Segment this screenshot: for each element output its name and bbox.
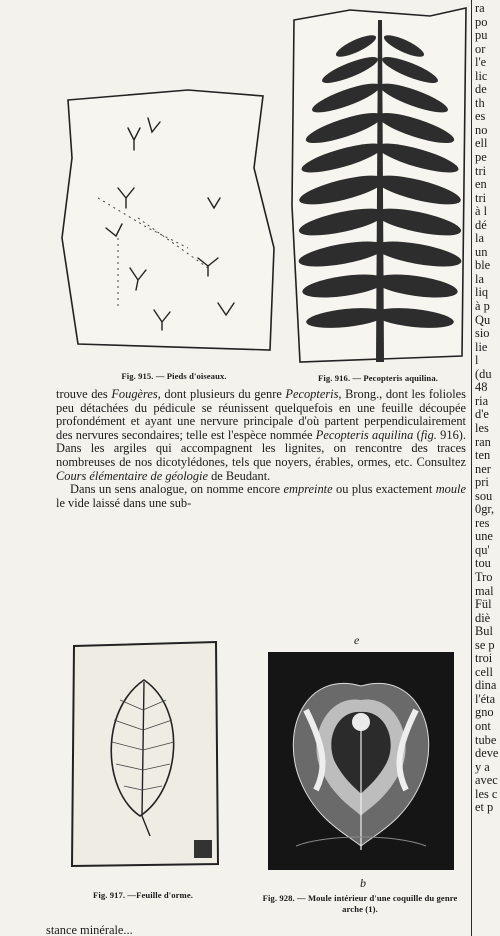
text-run: ( xyxy=(413,427,421,442)
figure-915-bird-footprints xyxy=(58,88,283,358)
right-column-line: tri xyxy=(475,190,487,205)
right-column-line: l'éta xyxy=(475,691,496,706)
right-column-line: sou xyxy=(475,488,493,503)
elm-leaf-illustration xyxy=(70,640,220,870)
right-column-line: ble xyxy=(475,258,491,273)
text-run: , Brong., dont les folioles peu détachées du pédicule se réunissent quelquefois en une feuille découpée profondément et ayant une nervure principale d'où partent perpendiculairement des nervures secondaires; telle est l'espèce nommée xyxy=(56,387,467,442)
right-column-line: ra xyxy=(475,2,485,15)
figure-928-shell-mould xyxy=(266,650,456,872)
right-column-line: or xyxy=(475,41,486,56)
right-column-line: d'e xyxy=(475,407,489,422)
figure-916-pecopteris xyxy=(290,6,470,368)
right-column-line: ell xyxy=(475,136,488,151)
right-column-line: un xyxy=(475,244,488,259)
caption-fig-917: Fig. 917. —Feuille d'orme. xyxy=(93,890,193,900)
main-text-column xyxy=(56,388,466,510)
text-run-italic: Pecopteris aquilina xyxy=(315,427,414,442)
right-column-line: deve xyxy=(475,746,499,761)
right-column-line: po xyxy=(475,14,488,29)
right-column-line: en xyxy=(475,177,487,192)
right-column-line: et p xyxy=(475,800,494,815)
right-column-line: ran xyxy=(475,434,491,449)
right-column-line: à p xyxy=(475,299,490,314)
text-run: , dont plusieurs du genre xyxy=(157,387,286,401)
fern-frond-illustration xyxy=(290,6,470,368)
right-column-line: pri xyxy=(475,475,489,490)
right-column-line: l'e xyxy=(475,55,487,70)
caption-fig-916: Fig. 916. — Pecopteris aquilina. xyxy=(318,373,438,383)
right-column-line: se p xyxy=(475,637,495,652)
text-run: 916). Dans les argiles qui accompagnent les lignites, on rencontre des traces nombreuses de nos dicotylédones, tels que noyers, érables, ormes, etc. Consultez xyxy=(56,427,466,469)
right-column-line: ria xyxy=(475,393,489,408)
caption-fig-928: Fig. 928. — Moule intérieur d'une coquille du genre arche (1). xyxy=(262,893,458,914)
right-column-line: no xyxy=(475,122,488,137)
right-column-line: avec xyxy=(475,773,498,788)
right-column-line: 0gr, xyxy=(475,502,495,517)
text-run-italic: Cours élémentaire de géologie xyxy=(56,468,208,483)
bird-footprints-illustration xyxy=(58,88,283,358)
text-run-italic: Fougères xyxy=(111,387,158,401)
right-column-line: de xyxy=(475,82,487,97)
right-column-line: tri xyxy=(475,163,487,178)
right-column-line: une xyxy=(475,529,493,544)
right-column-line: es xyxy=(475,109,486,124)
right-column-line: les c xyxy=(475,786,498,801)
text-run: trouve des xyxy=(56,387,112,401)
right-column-line: les xyxy=(475,420,489,435)
text-run: Dans un sens analogue, on nomme encore xyxy=(70,482,284,497)
right-column-line: y a xyxy=(475,759,490,774)
right-column-line: Bul xyxy=(475,624,493,639)
right-column-line: pe xyxy=(475,150,487,165)
right-column-line: dé xyxy=(475,217,487,232)
right-column-line: sio xyxy=(475,326,490,341)
right-column-line: lie xyxy=(475,339,488,354)
right-column-line: dina xyxy=(475,678,497,693)
right-column-line: Fül xyxy=(475,597,492,612)
right-column-line: (du xyxy=(475,366,492,381)
text-run-italic: empreinte xyxy=(283,482,333,497)
right-column-line: 48 xyxy=(475,380,488,395)
right-column-line: la xyxy=(475,231,484,246)
figure-917-elm-leaf xyxy=(70,640,220,870)
text-run-italic: Pecopteris xyxy=(285,387,339,401)
text-run-italic: fig. xyxy=(420,427,437,442)
right-column-line: diè xyxy=(475,610,491,625)
right-column-line: tube xyxy=(475,732,497,747)
text-run: ou plus exactement xyxy=(332,482,436,497)
shell-mould-illustration xyxy=(266,650,456,872)
right-column-line: ten xyxy=(475,448,491,463)
right-column-line: à l xyxy=(475,204,488,219)
right-column-line: troi xyxy=(475,651,493,666)
right-column-line: gno xyxy=(475,705,494,720)
right-column-line: la xyxy=(475,271,484,286)
right-column-line: th xyxy=(475,95,485,110)
right-column-line: Qu xyxy=(475,312,491,327)
paragraph-1 xyxy=(56,388,466,483)
text-run-italic: moule xyxy=(435,482,466,497)
right-column-line: l xyxy=(475,353,479,368)
right-column-line: liq xyxy=(475,285,489,300)
right-column-line: pu xyxy=(475,28,488,43)
right-column-line: res xyxy=(475,515,490,530)
bottom-text-fragment: stance minérale... xyxy=(46,924,133,936)
column-divider xyxy=(471,0,472,936)
fig-928-label-top: e xyxy=(354,633,360,647)
right-column-line: cell xyxy=(475,664,493,679)
right-column-line: ont xyxy=(475,718,491,733)
caption-fig-915: Fig. 915. — Pieds d'oiseaux. xyxy=(121,371,227,381)
text-run: de Beudant. xyxy=(207,468,271,483)
right-column-line: Tro xyxy=(475,569,493,584)
right-text-column-cropped xyxy=(475,2,500,815)
right-column-line: ner xyxy=(475,461,491,476)
right-column-line: mal xyxy=(475,583,494,598)
fig-928-label-bottom: b xyxy=(360,876,366,890)
text-run: le vide laissé dans une sub- xyxy=(56,495,192,510)
right-column-line: lic xyxy=(475,68,488,83)
right-column-line: tou xyxy=(475,556,491,571)
right-column-line: qu' xyxy=(475,542,490,557)
paragraph-2 xyxy=(56,483,466,510)
